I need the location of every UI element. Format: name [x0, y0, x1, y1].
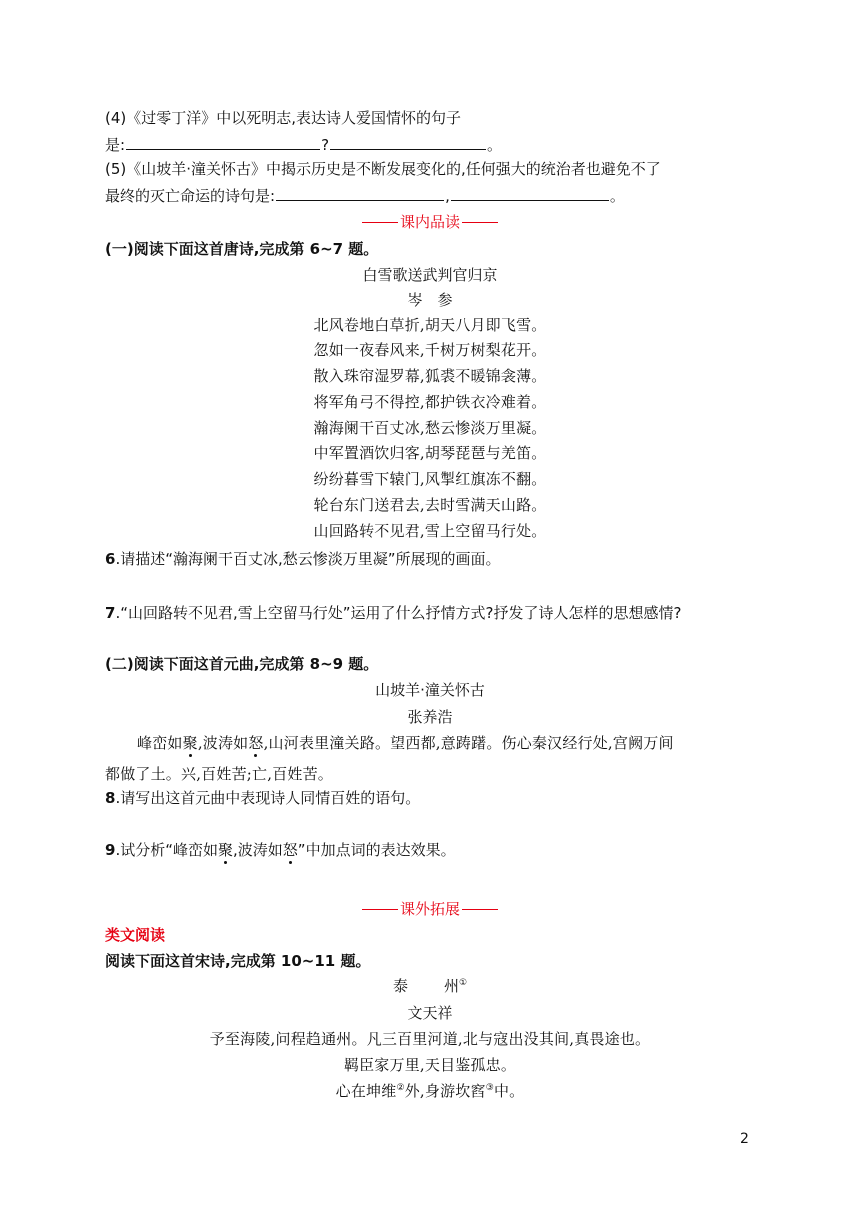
poem-3-line: 羁臣家万里,天目鉴孤忠。 [343, 1056, 517, 1074]
question-6 [105, 549, 501, 569]
question-5-prefix: 最终的灭亡命运的诗句是: [105, 187, 276, 205]
header-dash [462, 222, 498, 223]
answer-blank[interactable] [330, 135, 486, 150]
dotted-word: 聚 [182, 734, 198, 752]
header-dash [362, 222, 398, 223]
question-4-answer-line [105, 135, 502, 155]
section-header-in-class [0, 212, 860, 232]
poem-3-line [0, 1081, 860, 1101]
poem-1-line: 轮台东门送君去,去时雪满天山路。 [313, 496, 547, 514]
poem-1-line: 中军置酒饮归客,胡琴琵琶与羌笛。 [313, 444, 547, 462]
question-5-answer-line [105, 186, 625, 206]
question-8 [105, 788, 420, 808]
section-title: 课外拓展 [399, 900, 460, 918]
question-text: .“山回路转不见君,雪上空留马行处”运用了什么抒情方式?抒发了诗人怎样的思想感情? [115, 604, 682, 622]
question-text: ,波涛如 [233, 841, 283, 859]
section-title: 课内品读 [399, 213, 460, 231]
poem-1-line: 散入珠帘湿罗幕,狐裘不暖锦衾薄。 [313, 367, 547, 385]
question-4-text: (4)《过零丁洋》中以死明志,表达诗人爱国情怀的句子 [105, 109, 462, 127]
footnote-marker: ③ [485, 1083, 494, 1093]
question-5-end: 。 [609, 187, 625, 205]
text-run: 中。 [493, 1082, 525, 1100]
poem-1-line: 瀚海阑干百丈冰,愁云惨淡万里凝。 [313, 419, 547, 437]
poem-1-line: 山回路转不见君,雪上空留马行处。 [313, 522, 547, 540]
question-text: ”中加点词的表达效果。 [297, 841, 456, 859]
poem-1-title: 白雪歌送武判官归京 [362, 266, 498, 284]
header-dash [362, 909, 398, 910]
answer-blank[interactable] [276, 186, 444, 201]
poem-2-title: 山坡羊·潼关怀古 [375, 681, 485, 699]
question-5-text: (5)《山坡羊·潼关怀古》中揭示历史是不断发展变化的,任何强大的统治者也避免不了 [105, 160, 661, 178]
part-2-intro: (二)阅读下面这首元曲,完成第 8~9 题。 [105, 655, 379, 673]
poem-1-line: 将军角弓不得控,都护铁衣冷难着。 [313, 393, 547, 411]
dotted-word: 怒 [282, 841, 298, 859]
question-number: 8 [105, 789, 116, 807]
page-number: 2 [740, 1131, 749, 1147]
poem-3-author: 文天祥 [407, 1004, 453, 1022]
similar-reading-label: 类文阅读 [105, 926, 166, 944]
dotted-word: 怒 [248, 734, 264, 752]
question-number: 7 [105, 604, 116, 622]
poem-1-line: 忽如一夜春风来,千树万树梨花开。 [313, 341, 547, 359]
text-run: 外,身游坎窞 [404, 1082, 486, 1100]
question-text: .请描述“瀚海阑干百丈冰,愁云惨淡万里凝”所展现的画面。 [115, 550, 501, 568]
question-number: 9 [105, 841, 116, 859]
section-header-extra [0, 899, 860, 919]
dotted-word: 聚 [217, 841, 233, 859]
poem-2-line: 都做了土。兴,百姓苦;亡,百姓苦。 [105, 765, 333, 783]
question-7 [105, 603, 681, 623]
title-char: 泰 [392, 977, 408, 995]
poem-1-author: 岑 参 [407, 291, 453, 309]
answer-blank[interactable] [451, 186, 609, 201]
poem-3-preface: 予至海陵,问程趋通州。凡三百里河道,北与寇出没其间,真畏途也。 [209, 1030, 651, 1048]
question-5-mid: , [445, 187, 450, 205]
title-char: 州 [443, 977, 459, 995]
poem-3-title [0, 976, 860, 996]
poem-2-author: 张养浩 [407, 708, 453, 726]
text-run: ,波涛如 [197, 734, 249, 752]
question-4-end: 。 [487, 136, 503, 154]
answer-blank[interactable] [126, 135, 320, 150]
question-text: .请写出这首元曲中表现诗人同情百姓的语句。 [115, 789, 421, 807]
poem-1-line: 北风卷地白草折,胡天八月即飞雪。 [313, 316, 547, 334]
text-run: ,山河表里潼关路。望西都,意踌躇。伤心秦汉经行处,宫阙万间 [263, 734, 674, 752]
question-text: .试分析“峰峦如 [115, 841, 218, 859]
similar-reading-intro: 阅读下面这首宋诗,完成第 10~11 题。 [105, 952, 371, 970]
header-dash [462, 909, 498, 910]
text-run: 心在坤维 [335, 1082, 397, 1100]
footnote-marker: ① [458, 978, 468, 988]
question-9 [105, 840, 456, 860]
question-4-prefix: 是: [105, 136, 126, 154]
poem-1-line: 纷纷暮雪下辕门,风掣红旗冻不翻。 [313, 470, 547, 488]
question-number: 6 [105, 550, 116, 568]
question-4-mid: ? [321, 136, 330, 154]
part-1-intro: (一)阅读下面这首唐诗,完成第 6~7 题。 [105, 240, 379, 258]
footnote-marker: ② [396, 1083, 405, 1093]
poem-2-line [137, 733, 674, 753]
text-run: 峰峦如 [137, 734, 183, 752]
